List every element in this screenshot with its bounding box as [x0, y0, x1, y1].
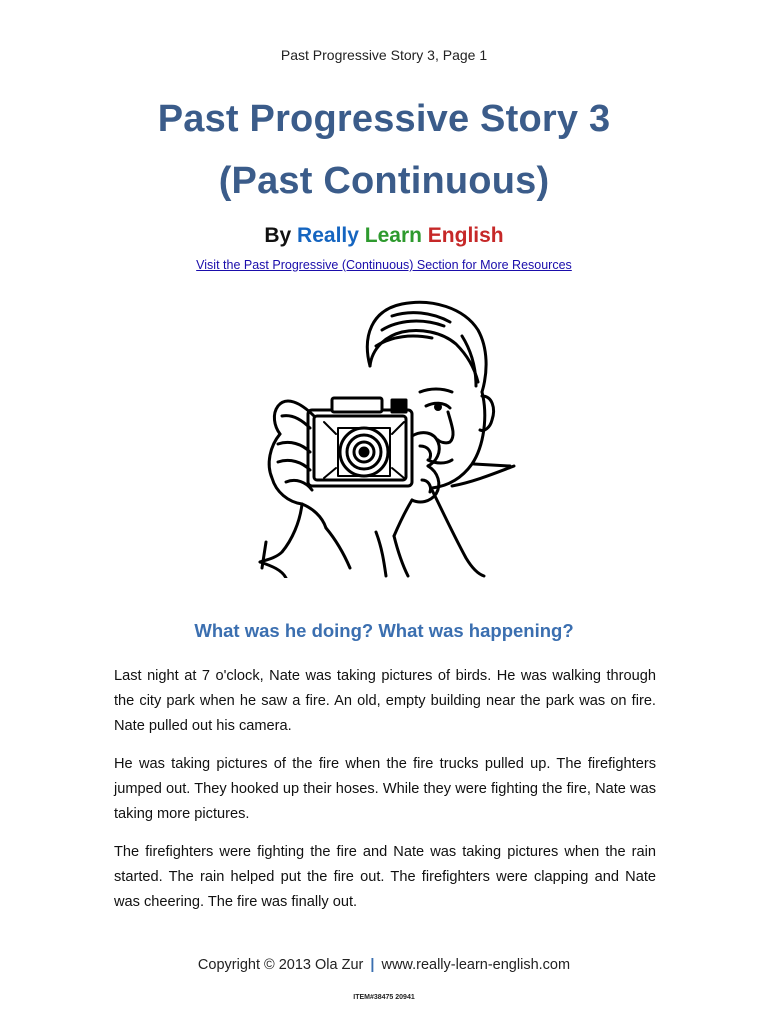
item-id: ITEM#38475 20941 — [353, 994, 415, 1001]
byline-really: Really — [297, 224, 359, 247]
page-title-line2: (Past Continuous) — [218, 160, 550, 202]
byline-by: By — [264, 224, 292, 247]
man-with-camera-illustration — [252, 296, 520, 578]
copyright-text: Copyright © 2013 Ola Zur — [197, 957, 364, 973]
website-text: www.really-learn-english.com — [381, 957, 571, 973]
running-header: Past Progressive Story 3, Page 1 — [280, 47, 488, 63]
footer — [0, 957, 768, 973]
byline-english: English — [427, 224, 504, 247]
resources-link[interactable]: Visit the Past Progressive (Continuous) Section for More Resources — [196, 258, 572, 272]
story-paragraph-3: The firefighters were fighting the fire and Nate was taking pictures when the rain started. The rain helped put the fire out. The firefighters were clapping and Nate was cheering. The fire was finally out. — [114, 844, 656, 910]
story-paragraph-1: Last night at 7 o'clock, Nate was taking pictures of birds. He was walking through the city park when he saw a fire. An old, empty building near the park was on fire. Nate pulled out his camera. — [114, 668, 656, 734]
byline-learn: Learn — [364, 224, 422, 247]
story-question: What was he doing? What was happening? — [194, 620, 574, 641]
page-title-line1: Past Progressive Story 3 — [157, 98, 611, 140]
byline — [0, 224, 768, 248]
story-paragraph-2: He was taking pictures of the fire when the fire trucks pulled up. The firefighters jumped out. They hooked up their hoses. While they were fighting the fire, Nate was taking more pictures. — [114, 756, 656, 822]
footer-separator: | — [370, 957, 375, 973]
